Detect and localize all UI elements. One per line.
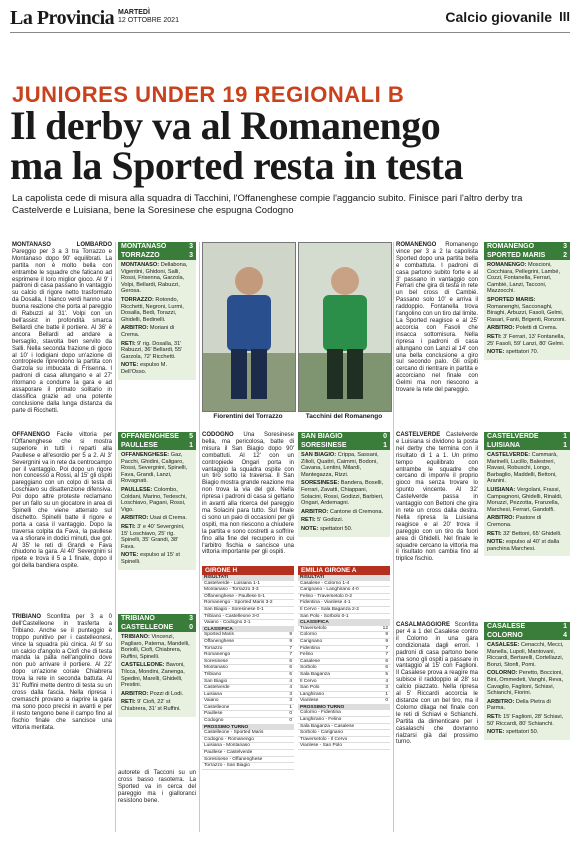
standings-row: Tribiano 6 [204,671,292,677]
standings-row: Casalese 6 [300,658,388,664]
standings-row: Montanaso 6 [204,665,292,671]
standings-row: Traversetolo 12 [300,625,388,631]
kicker: JUNIORES UNDER 19 REGIONALI B [12,82,405,107]
article-montanaso [12,242,112,414]
results-list [298,581,390,621]
standings-row: Langhirano 1 [300,691,388,697]
column-divider [199,242,200,832]
standings-row: Torrazzo 7 [204,645,292,651]
photo-caption-left: Fiorentini del Torrazzo [213,413,283,420]
box-casalese [484,622,570,832]
box-details: OFFANENGHESE: Gaz, Pacchi, Ghidini, Caligaro, Rossi, Severgnini, Spinelli, Fava, Grandi, Lanzi, Rovagnati. PAULLESE: Colombo, Coldani, Marino, Tedeschi, Loschiavo, Pagani, Rossi, Vigo. ARBITRO: Usai di Crema. RETI: 3' e 40' Severgnini, 15' Loschiavo, 25' rig. Spinelli, 35' Grandi, 38' Fava. NOTE: espulso al 15' st Spinelli. [118,450,196,570]
result-row: Felino - Traversetolo 0-2 [298,594,390,601]
fixture-row: Soresinese - Offanenghese [202,757,294,764]
standings-row: Soresinese 6 [204,658,292,664]
team-a-score: OFFANENGHESE 5 [118,432,196,441]
fixture-row: Sala Baganza - Casalese [298,724,390,731]
standings-row: Colorno 9 [300,632,388,638]
standings-list [298,626,390,705]
article-tribiano [12,614,112,832]
article-body: Sconfitta per 4 a 1 del Casalese contro il Colorno in una gara condizionata dagli errori. I padroni di casa partono bene ma sono gli ospiti a passare in vantaggio al 15' con Faglioni. Il Casalese prova a reagire ma subisce il raddoppio al 28' su calcio piazzato. Nella ripresa al 5' Riccardi accorcia le distanze con un bel tiro, ma il Colorno dilaga nel finale con le reti di Schiavi e Schianchi. Partita da dimenticare per i casalaschi che dovranno rialzarsi già dal prossimo turno. [396,622,478,746]
standings-row: Romanengo 7 [204,652,292,658]
article-codogno [202,432,294,557]
team-b-score: TORRAZZO 3 [118,251,196,260]
result-row: Casalese - Colorno 1-4 [298,581,390,588]
box-romanengo [484,242,570,412]
standings-row: San Polo 3 [300,685,388,691]
standings-row: Il Cervo 4 [300,678,388,684]
box-details: CASALESE: Cenacchi, Mecci, Manella, Lupoli, Mantovani, Riccardi, Bertarelli, Cortellazzi, Bonzi, Stonfi, Pomi. COLORNO: Peretto, Boccioni, Bini, Ommedeti, Vanghi, Reva, Cavaglio, Faglioni, Schiavi, Schianchi, Fiorini. ARBITRO: Della Pietra di Parma. RETI: 15' Faglioni, 28' Schiavi, 50' Riccardi, 80' Schianchi. NOTE: spettatori 50. [484,640,570,740]
box-details: MONTANASO: Dellabona, Vigentini, Ghidoni, Salli, Rossi, Frisenna, Garzola, Volpi, Bellardi, Rabuzzi, Gerosa. TORRAZZO: Rotondo, Ricchetti, Negroni, Lurmi, Dosalla, Bedi, Torazzi, Ghidelli, Bedinelli. ARBITRO: Moriani di Crema. RETI: 9' rig. Dosalla, 31' Rabuzzi, 36' Bellardi, 55' Garzola, 72' Ricchetti. NOTE: espulso M. Dell'Osso. [118,260,196,380]
fixture-row: Paullese - Castelverde [202,750,294,757]
masthead: La Provincia [10,7,115,29]
article-romanengo [396,242,478,412]
fixture-row: Vianlese - San Polo [298,743,390,750]
team-a-score: ROMANENGO 3 [484,242,570,251]
result-row: Fidentina - Vianlese 4-1 [298,600,390,607]
girone-h-title: GIRONE H [202,566,294,575]
article-body: Facile vittoria per l'Offanenghese che si mostra superiore in tutti i reparti alla Paullese e all'esordio per 5 a 2. Al 3' Severgnini va in rete da centrocampo per il vantaggio. Poi dopo un rigore non concesso a Rossi, al 15' gli ospiti pareggiano con un colpo di testa di Loschiavo su disattenzione difensiva. Poi dopo altre proteste reclamano per un fallo su un giocatore in area di Spinelli che viene atterrato sul dischetto. Spinelli batte il rigore e porta a casa il vantaggio. Dopo la traversa colpita da Fava, la paullese va a sfiorare in dodici minuti, due gol. Al 35' le reti di Grandi e Fava chiudono la gara. Al 40' Severgnini si ripete e trova il 5 a 1 finale, dopo il gol della bandiera ospite. [12,432,112,570]
standings-row: San Biagio 4 [204,678,292,684]
girone-a-title: EMILIA GIRONE A [298,566,390,575]
standings-row: Luisiana 3 [204,691,292,697]
article-lead: TRIBIANO [12,614,41,620]
results-list [202,581,294,627]
team-a-score: CASTELVERDE 1 [484,432,570,441]
player-photo-left [203,243,295,411]
standings-row: Sorbolo 6 [300,665,388,671]
box-details: ROMANENGO: Moscioni, Cocchiara, Pellegrini, Lambé, Cozzi, Fontanella, Ferrari, Cambié, Lanzi, Tacconi, Mazzocchi. SPORTED MARIS: Romanenghi, Sacconaghi, Biraghi, Arbuzzi, Fasoli, Gelmi, Rasari, Fanti, Brigenti, Ronzoni. ARBITRO: Poletti di Crema. RETI: 3' Ferrari, 13' Fontanella, 25' Fasoli, 59' Lanzi, 80' Gelmi. NOTE: spettatori 70. [484,260,570,360]
article-body: autorete di Tacconi su un cross basso rasoterra. La Sported va in cerca del pareggio ma i gialloranci resistono bene. [118,770,196,804]
team-a-score: SAN BIAGIO 0 [298,432,390,441]
result-row: Offanenghese - Paullese 5-1 [202,594,294,601]
next-round-heading: PROSSIMO TURNO [298,705,390,711]
box-tribiano [118,614,196,764]
result-row: Montanaso - Torrazzo 3-3 [202,587,294,594]
next-round-list [202,730,294,770]
article-body: Castelverde e Luisiana si dividono la posta nel derby che termina con il risultato di 1 a 1. Un primo tempo equilibrato con entrambe le squadre che cercano di imporre il proprio gioco ma senza trovare lo spunto vincente. Al 32' Castelverde passa in vantaggio con Bettoni che gira in rete un cross dalla destra. Nella ripresa la Luisiana reagisce e al 20' trova il pareggio con un tiro da fuori area di Ghidelli. Nel finale le squadre cercano la vittoria ma il risultato non cambia fino al triplice fischio. [396,432,478,563]
article-body: Sconfitta per 3 a 0 dell'Castelleone in trasferta a Tribiano. Anche se il punteggio è troppo punitivo per i castelleonesi, vince la squadra più cinica. Al 9' su un calcio d'angolo a Ciofi che di testa manda la palla nell'angolino dove non può arrivare il portiere. Al 22' dopo un'azione corale Chiabrera trova la rete in seconda battuta. Al 31' Ruffini mette dentro di testa su un cross dalla fascia. Nella ripresa i cremaschi provano a riaprire la gara ma sono poco precisi in avanti e per il resto tengono bene il campo fino al fischio finale che sancisce una vittoria meritata. [12,614,112,731]
article-body: Una Soresinese bella, ma pericolosa, batte di misura il San Biagio dopo 90' combattuti. Al 12' con un contropiede Ongari porta in vantaggio la squadra ospite con un tiro sotto la traversa. Il San Biagio mostra grande reazione ma non trova la via del gol. Nella ripresa i padroni di casa si gettano in avanti alla ricerca del pareggio ma Solacini para tutto. Sul finale ci sono un paio di occasioni per gli ospiti, ma non riescono a chiudere la partita e sono costretti a soffrire fino alla fine del recupero in cui l'arbitro fischia e sancisce una vittoria importante per gli ospiti. [202,432,294,556]
fixture-row: Langhirano - Felino [298,717,390,724]
article-tribiano-cont [118,770,196,832]
fixture-row: Castelleone - Sported Maris [202,730,294,737]
standings-row: Castelleone 1 [204,704,292,710]
article-body: Pareggio per 3 a 3 tra Torrazzo e Montanaso dopo 90' equilibrati. La partita non è molto bella con entrambe le squadre che faticano ad esprimere il loro miglior gioco. Al 9' i padroni di casa passano in vantaggio su calcio di rigore netto trasformato da Dosalla. I bianco verdi hanno una buona reazione che porta al pareggio di Rabuzzi al 31'. Volpi con un bell'assist in profondità smarca Bellardi che batte il portiere. Al 36' è ancora Bellardi ad andare a bersaglio, stavolta ben servito da Salli. Nella seconda frazione di gioco al 10' i lodigiani dopo un'azione di contropiede riprendono la partita con Garzola su imbucata di Frisenna. I padroni di casa allungano e al 27' ritornano a condurre la gara e ad assaporare il primato solitario in classifica grazie ad una potente conclusione dalla lunga distanza da parte di Ricchetti. [12,248,112,414]
box-offanenghese [118,432,196,607]
results-heading: RISULTATI [202,575,294,581]
issue-date [118,9,179,25]
date-text: 12 OTTOBRE 2021 [118,17,179,24]
headline-line-1: Il derby va al Romanengo [10,103,441,148]
article-lead: MONTANASO LOMBARDO [12,242,112,248]
team-b-score: SPORTED MARIS 2 [484,251,570,260]
team-b-score: SORESINESE 1 [298,441,390,450]
box-castelverde [484,432,570,612]
page-header [10,6,570,33]
team-a-score: MONTANASO 3 [118,242,196,251]
standings-row: Vaiano 3 [204,698,292,704]
article-lead: CASALMAGGIORE [396,622,450,628]
article-lead: CASTELVERDE [396,432,441,438]
standings-row: Vianlese 0 [300,698,388,704]
team-a-score: CASALESE 1 [484,622,570,631]
page-number: III [559,9,570,24]
headline-line-2: ma la Sported resta in testa [10,143,463,188]
standings-list [202,632,294,724]
result-row: San Polo - Sorbolo 0-1 [298,614,390,621]
team-b-score: CASTELLEONE 0 [118,623,196,632]
box-details: SAN BIAGIO: Crippa, Sassani, Zilioli, Quattri, Caimmi, Bodoni, Cavana, Lentini, Milardi, Mantegazza, Rizzi. SORESINESE: Bandera, Boselli, Ferrari, Zavatti, Chiappani, Solacini, Rossi, Godizzi, Barbieri, Ongari, Ardemagni. ARBITRO: Cantone di Cremona. RETI: 5' Godizzi. NOTE: spettatori 50. [298,450,390,537]
result-row: Romanengo - Sported Maris 3-2 [202,600,294,607]
standings-row: Carignano 9 [300,638,388,644]
section-title: Calcio giovanile [445,9,552,25]
standings-row: Offanenghese 9 [204,638,292,644]
results-heading: RISULTATI [298,575,390,581]
standings-row: Felino 7 [300,652,388,658]
standings-row: Sala Baganza 5 [300,671,388,677]
next-round-list [298,710,390,750]
standings-heading: CLASSIFICA [298,620,390,626]
fixture-row: Traversetolo - Il Cervo [298,737,390,744]
team-b-score: LUISIANA 1 [484,441,570,450]
result-row: Tribiano - Castelleone 3-0 [202,614,294,621]
fixture-row: Sorbolo - Carignano [298,730,390,737]
standings-row: Codogno 0 [204,718,292,724]
player-photo-right [299,243,391,411]
subheadline: La capolista cede di misura alla squadra di Tacchini, l'Offanenghese compie l'aggancio subito. Finisce pari l'altro derby tra Castelverde e Luisiana, bene la Soresinese che espugna Codogno [12,193,523,216]
column-divider [393,242,394,832]
fixture-row: Codogno - Romanengo [202,737,294,744]
result-row: Vaiano - Codogno 2-1 [202,620,294,627]
result-row: Il Cervo - Sala Baganza 2-2 [298,607,390,614]
article-casalmaggiore [396,622,478,832]
article-lead: OFFANENGO [12,432,51,438]
photo-fiorentini [202,242,296,412]
box-details: CASTELVERDE: Cammarà, Marinelli, Lucillo, Balestreri, Ravasi, Robuschi, Longo, Barbaglio, Maddelli, Bettoni, Aranini. LUISIANA: Vergolani, Frassi, Campagnoni, Ghidelli, Rinaldi, Moruzzi, Pezzotta, Franzella, Marchesi, Ferrari, Gandolfi. ARBITRO: Pastore di Cremona. RETI: 32' Bettoni, 65' Ghidelli. NOTE: espulso al 40' st dalla panchina Marchesi. [484,450,570,556]
article-offanengo [12,432,112,590]
box-montanaso [118,242,196,412]
girone-h-table [202,566,294,770]
photo-caption-right: Tacchini del Romanengo [305,413,383,420]
result-row: Carignano - Langhirano 4-0 [298,587,390,594]
standings-row: Fidentina 7 [300,645,388,651]
article-lead: ROMANENGO [396,242,437,248]
team-b-score: COLORNO 4 [484,631,570,640]
photo-tacchini [298,242,392,412]
standings-heading: CLASSIFICA [202,627,294,633]
box-details: TRIBIANO: Vincenzi, Pagliaro, Paterna, Mandelli, Boriolli, Ciofi, Chiabrera, Ruffini, Spinelli. CASTELLEONE: Bavoni, Tilcca, Mondini, Zanenga, Spedini, Marelli, Ghidelli, Prestini. ARBITRO: Pozzi di Lodi. RETI: 9' Ciofi, 22' st Chiabrera, 31' st Ruffini. [118,632,196,717]
fixture-row: Torrazzo - San Biagio [202,763,294,770]
fixture-row: Luisiana - Montanaso [202,743,294,750]
article-castelverde [396,432,478,612]
team-a-score: TRIBIANO 3 [118,614,196,623]
next-round-heading: PROSSIMO TURNO [202,725,294,731]
result-row: Castelverde - Luisiana 1-1 [202,581,294,588]
article-body: Romanengo vince per 3 a 2 la capolista Sported dopo una partita bella e combattuta. I padroni di casa partono subito forte e al 3' passano in vantaggio con Ferrari che gira di testa in rete un bel cross di Cambié. Passano solo 10' e arriva il raddoppio. Fontanella trova l'angolino con un tiro dal limite. La Sported reagisce e al 25' accorcia con Fasoli che insacca sottomisura. Nella ripresa i padroni di casa allungano con Lanzi al 14' con una bella conclusione a giro sul secondo palo. Gli ospiti cercano di rientrare in partita e accorciano nel finale con Gelmi ma non riescono a trovare la rete del pareggio. [396,242,478,394]
box-sanbiagio [298,432,390,557]
standings-row: Castelverde 4 [204,685,292,691]
fixture-row: Colorno - Fidentina [298,710,390,717]
standings-row: Paullese 0 [204,711,292,717]
girone-a-table [298,566,390,750]
weekday: MARTEDÌ [118,9,150,16]
result-row: San Biagio - Soresinese 0-1 [202,607,294,614]
standings-row: Sported Maris 9 [204,632,292,638]
headline [10,103,570,188]
article-lead: CODOGNO [202,432,234,438]
team-b-score: PAULLESE 1 [118,441,196,450]
column-divider [115,242,116,832]
